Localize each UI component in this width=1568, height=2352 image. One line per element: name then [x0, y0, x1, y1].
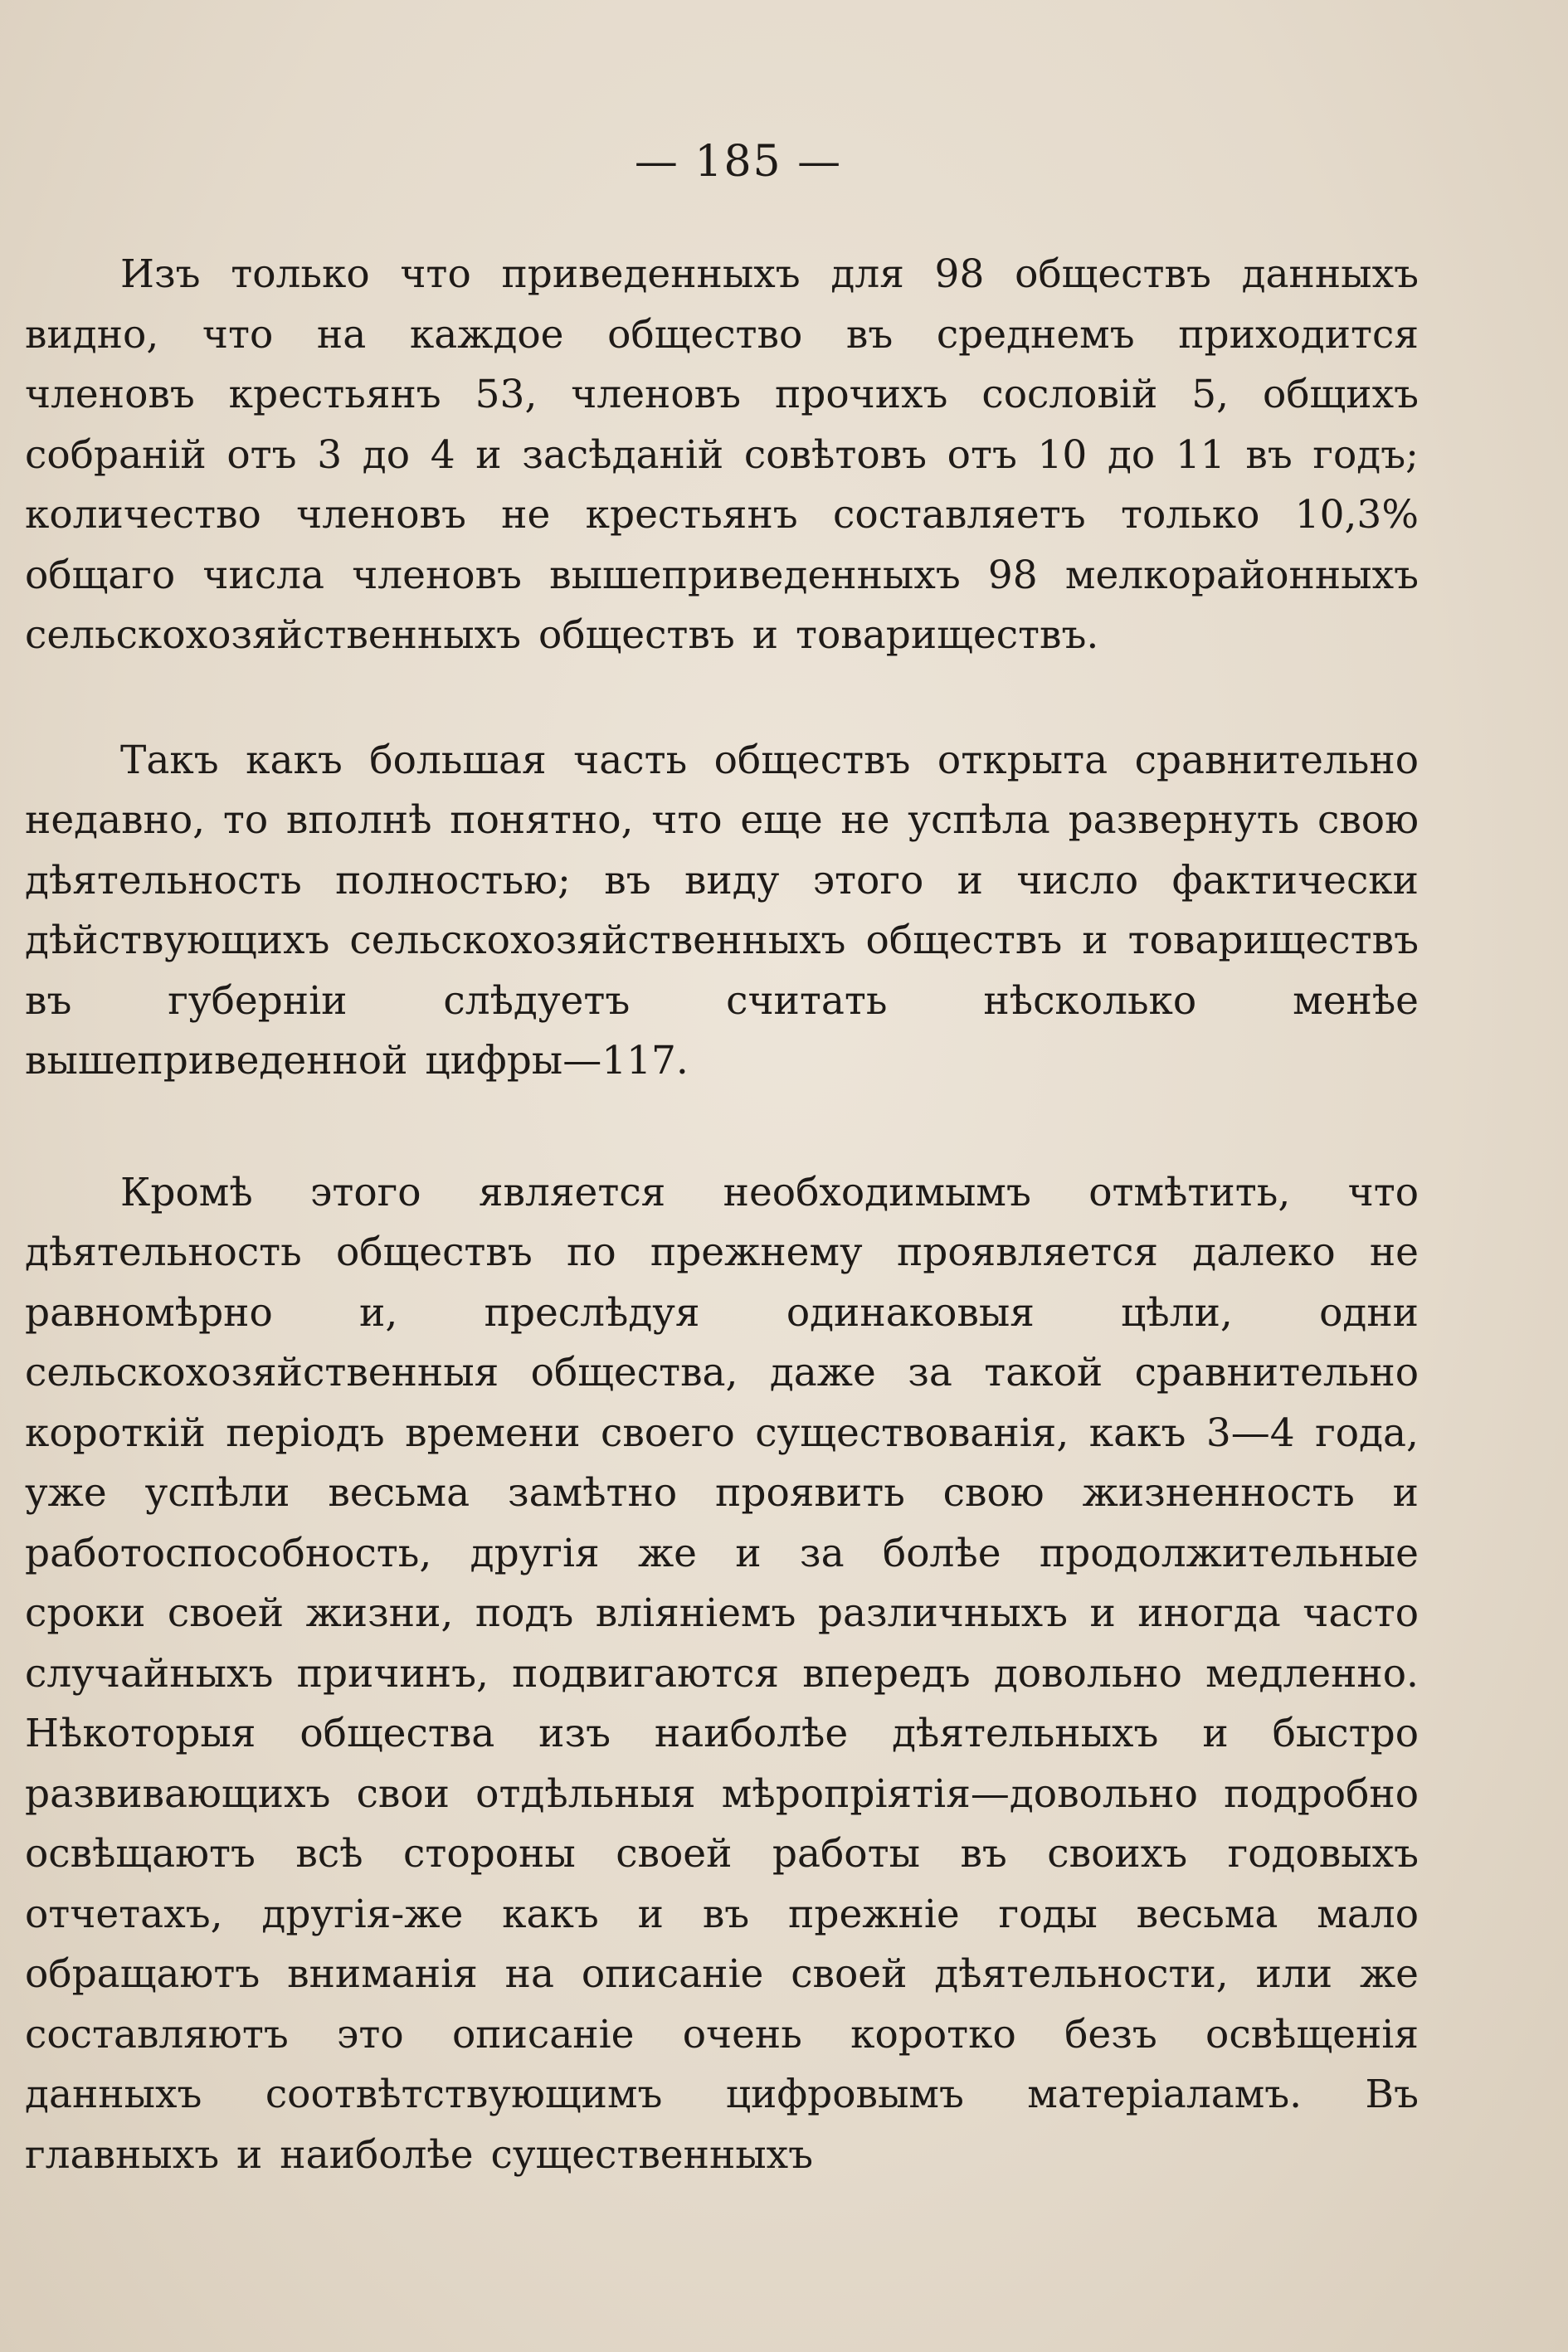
page-number: — 185 —	[634, 137, 843, 187]
paragraph-1: Изъ только что приведенныхъ для 98 обществъ данныхъ видно, что на каждое общество въ среднемъ приходится членовъ крестьянъ 53, членовъ прочихъ сословій 5, общихъ собраній отъ 3 до 4 и засѣданій совѣтовъ отъ 10 до 11 въ годъ; количество членовъ не крестьянъ составляетъ только 10,3% общаго числа членовъ вышеприведенныхъ 98 мелкорайонныхъ сельскохозяйственныхъ обществъ и товариществъ.	[25, 251, 1419, 658]
paragraph-2: Такъ какъ большая часть обществъ открыта сравнительно недавно, то вполнѣ понятно, что еще не успѣла развернуть свою дѣятельность полностью; въ виду этого и число фактически дѣйствующихъ сельскохозяйственныхъ обществъ и товариществъ въ губерніи слѣдуетъ считать нѣсколько менѣе вышеприведенной цифры—117.	[25, 737, 1419, 1083]
paragraph-3: Кромѣ этого является необходимымъ отмѣтить, что дѣятельность обществъ по прежнему проявляется далеко не равномѣрно и, преслѣдуя одинаковыя цѣли, одни сельскохозяйственныя общества, даже за такой сравнительно короткій періодъ времени своего существованія, какъ 3—4 года, уже успѣли весьма замѣтно проявить свою жизненность и работоспособность, другія же и за болѣе продолжительные сроки своей жизни, подъ вліяніемъ различныхъ и иногда часто случайныхъ причинъ, подвигаются впередъ довольно медленно. Нѣкоторыя общества изъ наиболѣе дѣятельныхъ и быстро развивающихъ свои отдѣльныя мѣропріятія—довольно подробно освѣщаютъ всѣ стороны своей работы въ своихъ годовыхъ отчетахъ, другія-же какъ и въ прежніе годы весьма мало обращаютъ вниманія на описаніе своей дѣятельности, или же составляютъ это описаніе очень коротко безъ освѣщенія данныхъ соотвѣтствующимъ цифровымъ матеріаламъ. Въ главныхъ и наиболѣе существенныхъ	[25, 1169, 1419, 2178]
